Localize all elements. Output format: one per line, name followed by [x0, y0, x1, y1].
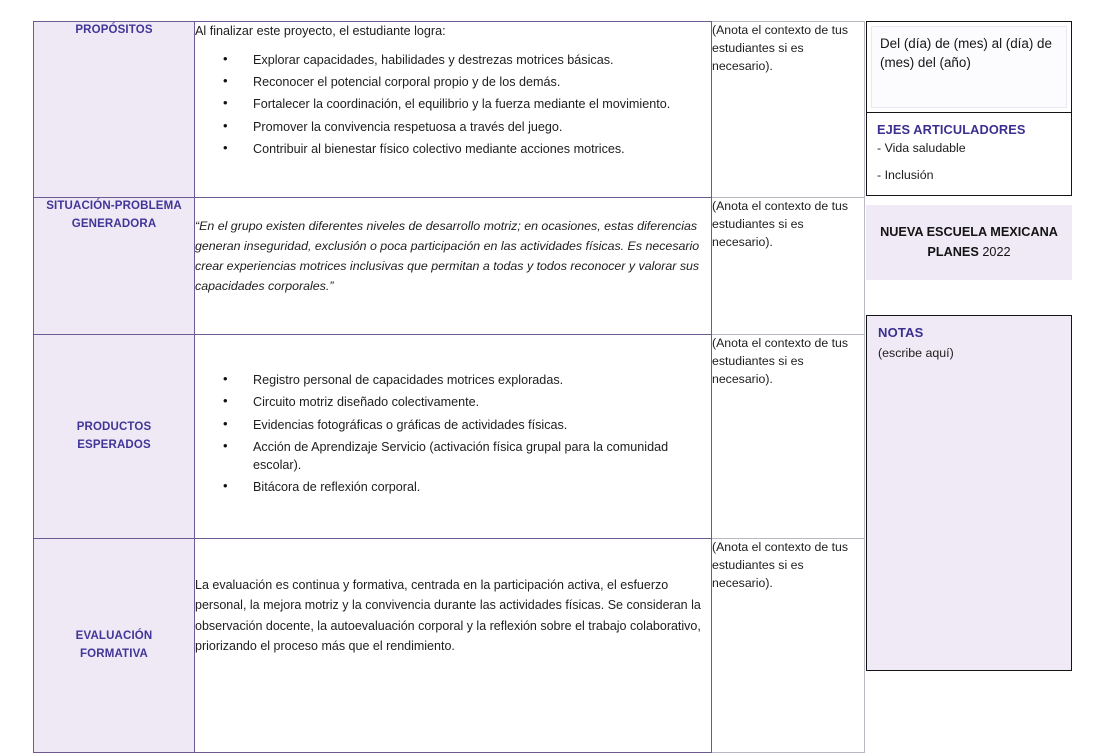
- row-label-evaluacion-formativa: [34, 539, 195, 753]
- row-content-evaluacion-formativa[interactable]: [195, 539, 712, 753]
- table-row-situacion-problema: [34, 198, 865, 335]
- row-content-propositos[interactable]: [195, 22, 712, 198]
- list-item: • Promover la convivencia respetuosa a través del juego.: [223, 118, 711, 136]
- table-row-evaluacion-formativa: [34, 539, 865, 753]
- propositos-bullet-list: [195, 51, 711, 158]
- row-label-line2: GENERADORA: [71, 217, 157, 230]
- row-content-productos-esperados[interactable]: [195, 335, 712, 539]
- nueva-escuela-mexicana-banner: [866, 205, 1072, 280]
- list-item: • Fortalecer la coordinación, el equilibrio y la fuerza mediante el movimiento.: [223, 95, 711, 113]
- row-context-situacion-problema[interactable]: [712, 198, 865, 335]
- ejes-articuladores-box: [866, 113, 1072, 196]
- ejes-articuladores-title: EJES ARTICULADORES: [877, 122, 1026, 137]
- list-item: • Evidencias fotográficas o gráficas de actividades físicas.: [223, 416, 711, 434]
- list-item: • Acción de Aprendizaje Servicio (activación física grupal para la comunidad escolar).: [223, 438, 711, 475]
- row-label-line1: EVALUACIÓN: [75, 629, 153, 642]
- row-label-line2: ESPERADOS: [77, 438, 151, 451]
- list-item: • Explorar capacidades, habilidades y destrezas motrices básicas.: [223, 51, 711, 69]
- row-context-evaluacion-formativa[interactable]: [712, 539, 865, 753]
- row-label-line1: SITUACIÓN-PROBLEMA: [46, 200, 182, 212]
- ejes-item: - Inclusión: [877, 167, 934, 182]
- list-item: • Reconocer el potencial corporal propio y de los demás.: [223, 73, 711, 91]
- list-item: • Circuito motriz diseñado colectivamente.: [223, 393, 711, 411]
- notas-title: NOTAS: [878, 325, 924, 340]
- date-range-box[interactable]: [866, 21, 1072, 113]
- propositos-intro: Al finalizar este proyecto, el estudiante logra:: [195, 24, 446, 38]
- row-label-line2: FORMATIVA: [80, 647, 148, 660]
- list-item: • Bitácora de reflexión corporal.: [223, 478, 711, 496]
- row-label-propositos: [34, 22, 195, 198]
- ejes-item: - Vida saludable: [877, 141, 966, 155]
- row-context-propositos[interactable]: [712, 22, 865, 198]
- situacion-quote: “En el grupo existen diferentes niveles de desarrollo motriz; en ocasiones, estas diferencias generan inseguridad, exclusión o poca participación en las actividades físicas. Es necesario crear experiencias motrices inclusivas que permitan a todas y todos reconocer y valorar sus capacidades corporales.”: [195, 219, 700, 294]
- evaluacion-paragraph: La evaluación es continua y formativa, centrada en la participación activa, el esfuerzo personal, la mejora motriz y la convivencia durante las actividades físicas. Se consideran la observación docente, la autoevaluación corporal y la reflexión sobre el trabajo colaborativo, priorizando el proceso más que el rendimiento.: [195, 578, 701, 653]
- row-label-text: PROPÓSITOS: [75, 24, 153, 36]
- context-hint-text: (Anota el contexto de tus estudiantes si es necesario).: [712, 540, 849, 590]
- context-hint-text: (Anota el contexto de tus estudiantes si es necesario).: [712, 336, 849, 386]
- row-context-productos-esperados[interactable]: [712, 335, 865, 539]
- nem-line2: PLANES: [927, 244, 979, 259]
- table-row-productos-esperados: [34, 335, 865, 539]
- notas-box[interactable]: [866, 315, 1072, 671]
- row-label-line1: PRODUCTOS: [76, 420, 152, 433]
- nem-line1: NUEVA ESCUELA MEXICANA: [880, 225, 1058, 240]
- side-panel: [866, 21, 1072, 671]
- list-item: • Contribuir al bienestar físico colectivo mediante acciones motrices.: [223, 140, 711, 158]
- row-label-situacion-problema: [34, 198, 195, 335]
- nem-banner-text: [880, 223, 1058, 261]
- nem-year: 2022: [982, 244, 1011, 259]
- planning-table: [33, 21, 865, 753]
- context-hint-text: (Anota el contexto de tus estudiantes si es necesario).: [712, 199, 849, 249]
- date-range-text: Del (día) de (mes) al (día) de (mes) del (año): [871, 26, 1067, 108]
- row-label-productos-esperados: [34, 335, 195, 539]
- productos-bullet-list: [195, 371, 711, 497]
- context-hint-text: (Anota el contexto de tus estudiantes si es necesario).: [712, 23, 849, 73]
- table-row-propositos: [34, 22, 865, 198]
- row-content-situacion-problema[interactable]: [195, 198, 712, 335]
- notas-placeholder-text: (escribe aquí): [878, 346, 954, 360]
- list-item: • Registro personal de capacidades motrices exploradas.: [223, 371, 711, 389]
